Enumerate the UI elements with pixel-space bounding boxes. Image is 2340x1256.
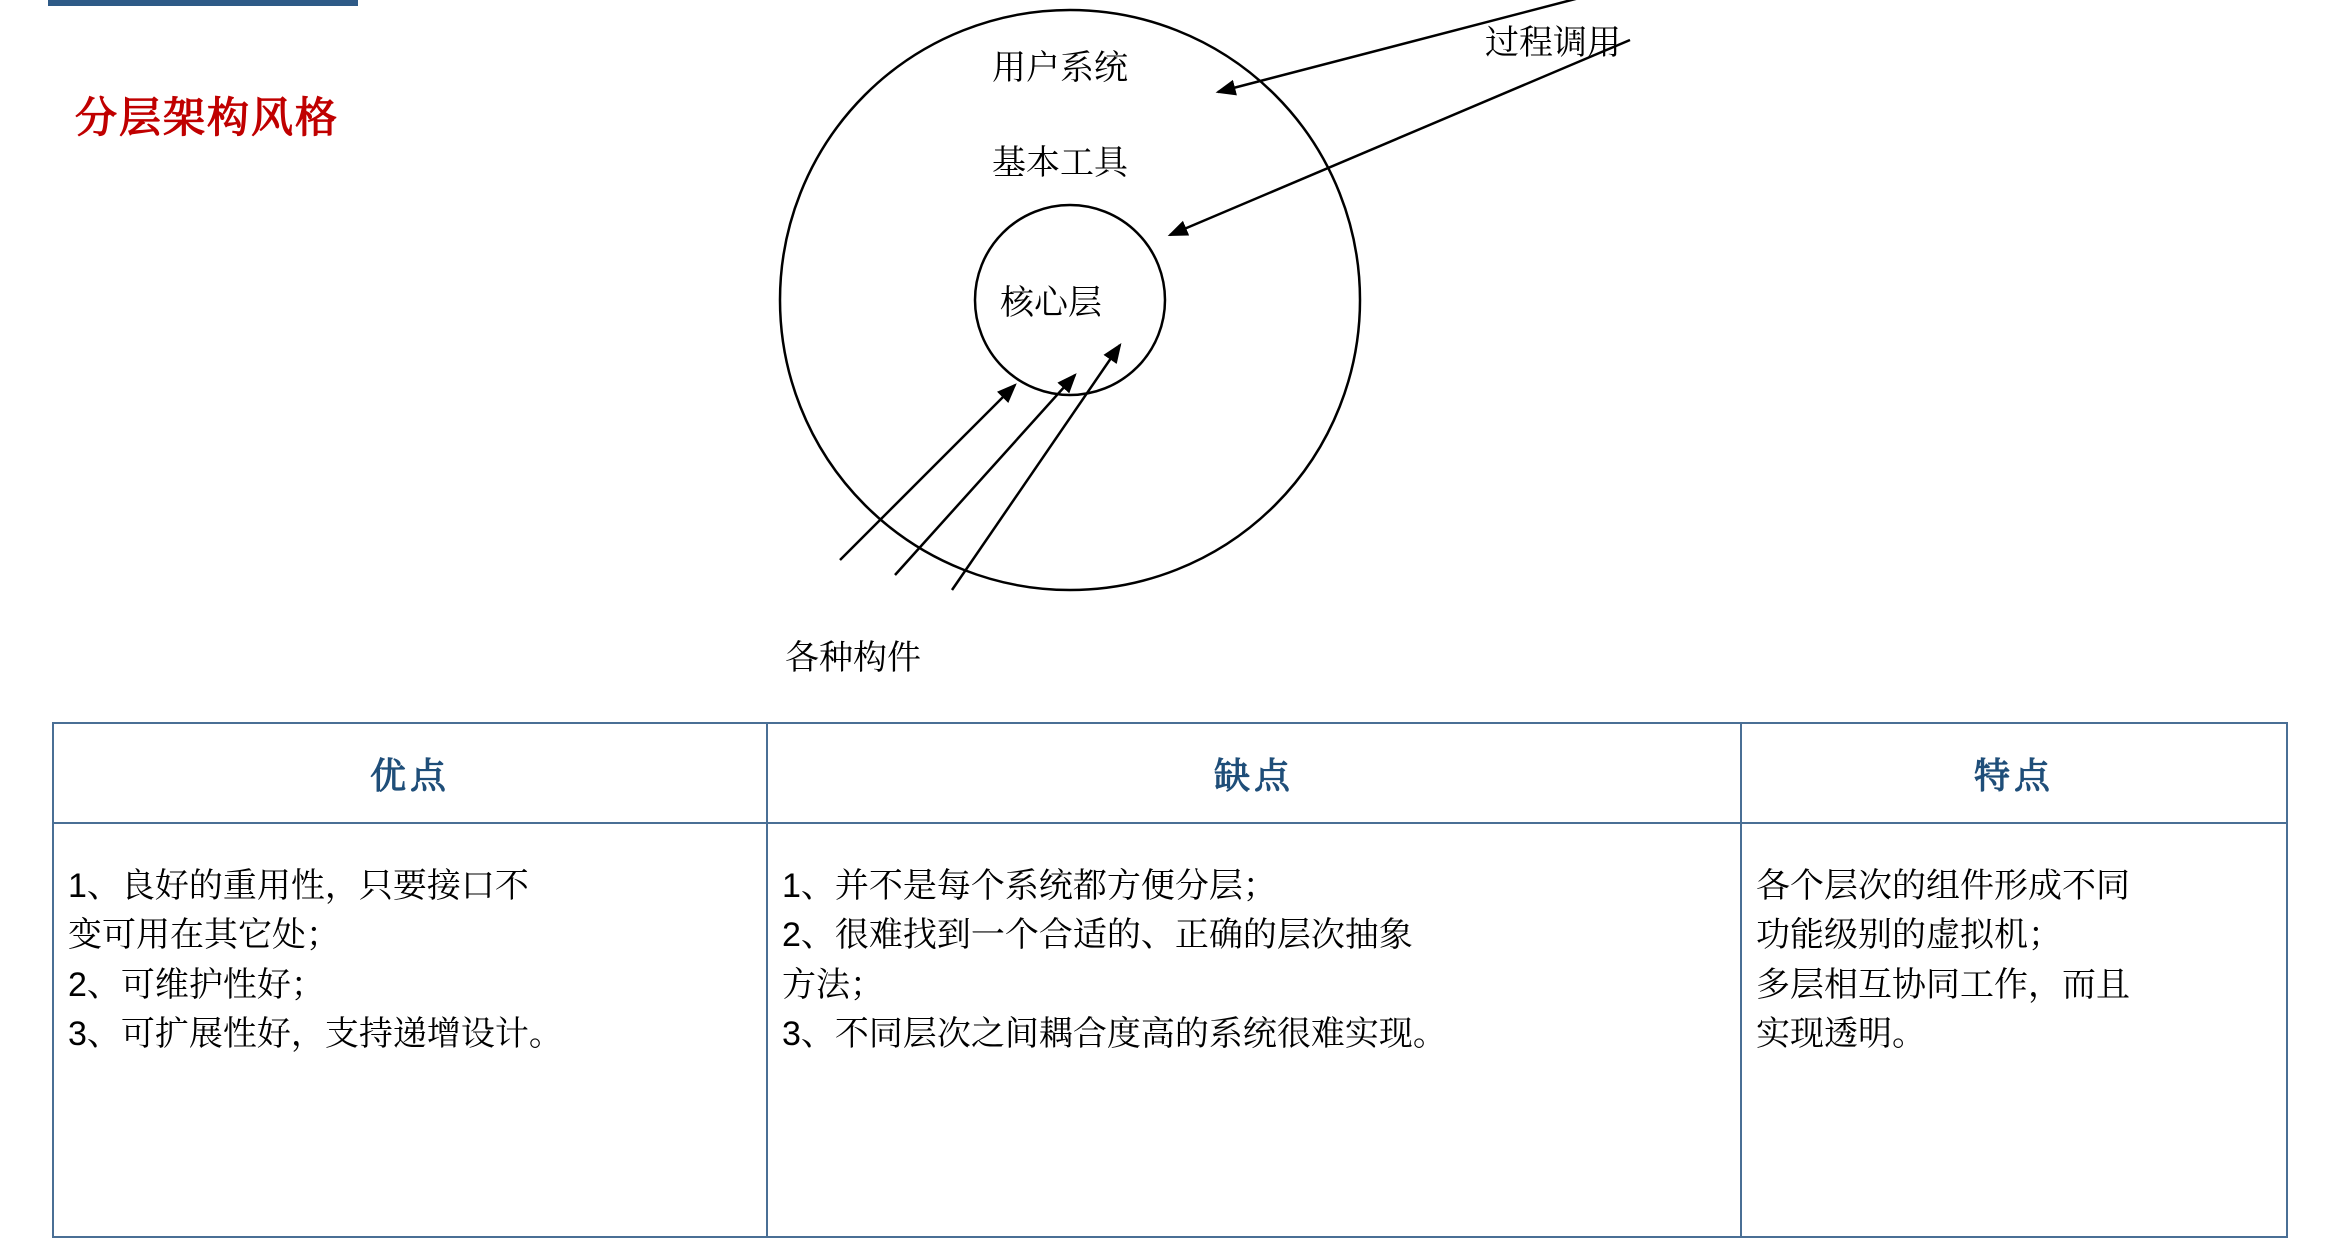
disadvantage-line: 2、很难找到一个合适的、正确的层次抽象 xyxy=(782,916,1413,955)
feature-line: 多层相互协同工作，而且 xyxy=(1756,965,2130,1004)
label-core-layer: 核心层 xyxy=(1000,284,1102,322)
table-header-row xyxy=(53,723,2287,823)
column-header-disadvantages: 缺点 xyxy=(767,723,1741,823)
cell-disadvantages xyxy=(767,823,1741,1237)
feature-line: 功能级别的虚拟机； xyxy=(1756,916,2062,955)
arrow-components-3 xyxy=(952,345,1120,590)
diagram-svg xyxy=(600,0,1700,700)
feature-line: 实现透明。 xyxy=(1756,1014,1926,1053)
page-title: 分层架构风格 xyxy=(75,94,340,141)
disadvantage-line: 3、不同层次之间耦合度高的系统很难实现。 xyxy=(782,1014,1447,1053)
table-body xyxy=(53,823,2287,1237)
advantage-line: 变可用在其它处； xyxy=(68,916,340,955)
column-header-advantages: 优点 xyxy=(53,723,767,823)
feature-line: 各个层次的组件形成不同 xyxy=(1756,867,2130,905)
table-header xyxy=(53,723,2287,823)
cell-features xyxy=(1741,823,2287,1237)
arrow-components-2 xyxy=(895,375,1075,575)
disadvantage-line: 1、并不是每个系统都方便分层； xyxy=(782,867,1277,905)
advantage-line: 1、良好的重用性，只要接口不 xyxy=(68,867,529,905)
label-basic-tools: 基本工具 xyxy=(992,144,1128,182)
label-procedure-call: 过程调用 xyxy=(1485,24,1621,62)
layered-architecture-diagram xyxy=(600,0,1700,700)
disadvantage-line: 方法； xyxy=(782,965,884,1004)
table-row xyxy=(53,823,2287,1237)
advantage-line: 3、可扩展性好，支持递增设计。 xyxy=(68,1014,563,1053)
comparison-table xyxy=(52,722,2288,1238)
label-user-system: 用户系统 xyxy=(992,49,1128,87)
advantage-line: 2、可维护性好； xyxy=(68,965,325,1004)
label-components: 各种构件 xyxy=(785,639,921,677)
column-header-features: 特点 xyxy=(1741,723,2287,823)
cell-advantages xyxy=(53,823,767,1237)
arrow-procedure-call-inner xyxy=(1170,40,1630,235)
top-accent-rule xyxy=(48,0,358,6)
